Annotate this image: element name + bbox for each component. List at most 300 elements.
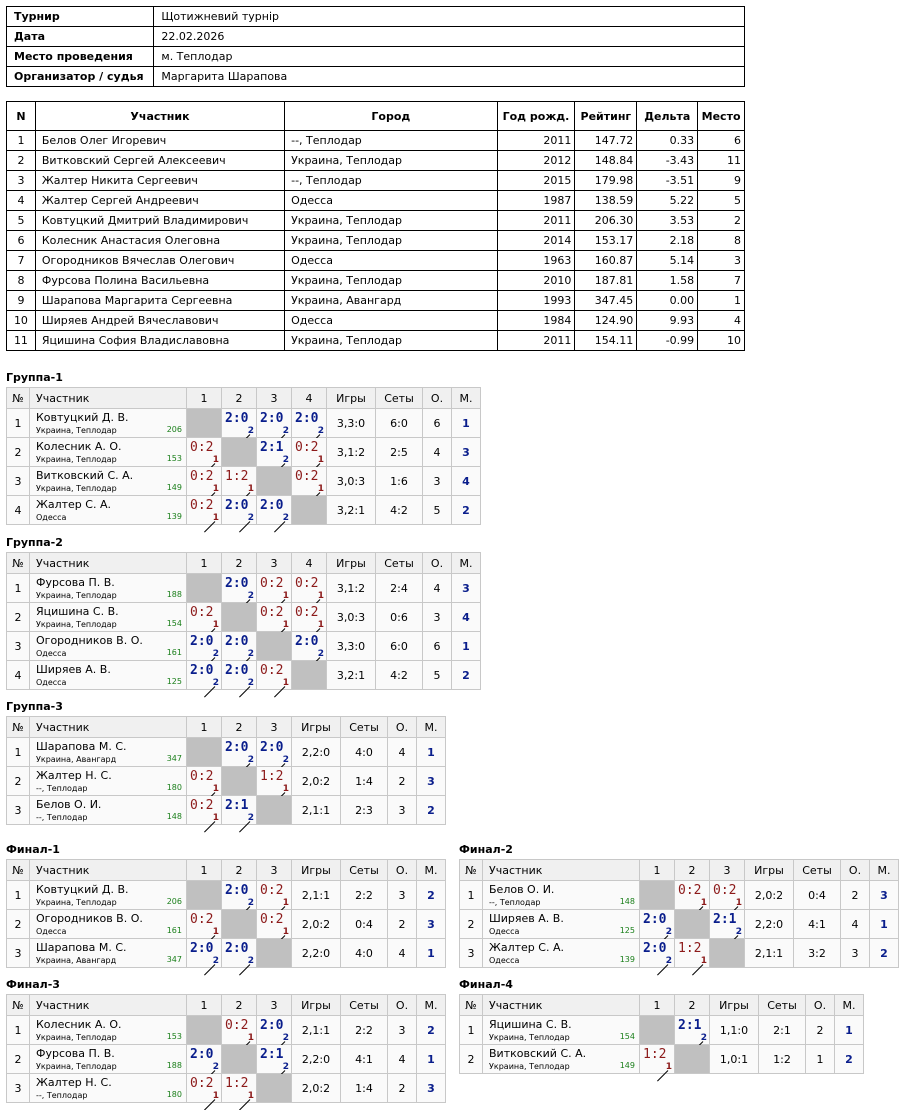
player-sets: 1:6 xyxy=(376,467,423,496)
match-score-cell xyxy=(292,467,327,496)
row-number: 8 xyxy=(7,271,36,291)
header-points: О. xyxy=(388,717,417,738)
table-row xyxy=(7,231,745,251)
player-games: 1,1:0 xyxy=(710,1016,759,1045)
match-score: 1:2 xyxy=(678,941,702,956)
player-games: 3,2:1 xyxy=(327,661,376,690)
participant-name: Жалтер Никита Сергеевич xyxy=(35,171,284,191)
match-score: 2:0 xyxy=(225,576,249,591)
participant-name: Шарапова Маргарита Сергеевна xyxy=(35,291,284,311)
rating: 124.90 xyxy=(575,311,637,331)
match-points: 1 xyxy=(212,1091,219,1101)
header-place: М. xyxy=(417,717,446,738)
player-sets: 2:3 xyxy=(341,796,388,825)
player-rating: 153 xyxy=(166,454,182,463)
player-sets: 1:4 xyxy=(341,767,388,796)
group-row xyxy=(7,1074,446,1103)
player-sets: 0:6 xyxy=(376,603,423,632)
match-points: 1 xyxy=(282,898,289,908)
player-rating: 149 xyxy=(619,1061,635,1070)
header-opponent-number: 4 xyxy=(292,553,327,574)
row-number: 10 xyxy=(7,311,36,331)
table-row xyxy=(7,311,745,331)
self-match-cell xyxy=(675,910,710,939)
self-match-cell xyxy=(187,409,222,438)
participant-name: Жалтер Сергей Андреевич xyxy=(35,191,284,211)
group-table xyxy=(6,387,481,525)
group-table xyxy=(6,859,446,968)
participant-city: Одесса xyxy=(285,251,497,271)
header-points: О. xyxy=(841,860,870,881)
match-points: 1 xyxy=(212,620,219,630)
participant-name: Яцишина София Владиславовна xyxy=(35,331,284,351)
match-score: 0:2 xyxy=(190,605,214,620)
player-points: 4 xyxy=(423,574,452,603)
rating: 347.45 xyxy=(575,291,637,311)
player-number: 2 xyxy=(460,1045,483,1074)
player-name: Витковский С. А. xyxy=(489,1047,587,1060)
group-row xyxy=(7,767,446,796)
player-number: 2 xyxy=(7,1045,30,1074)
player-place: 1 xyxy=(417,1045,446,1074)
final-place: 4 xyxy=(698,311,745,331)
match-score-cell xyxy=(710,881,745,910)
match-score-cell xyxy=(222,409,257,438)
player-number: 3 xyxy=(460,939,483,968)
player-games: 3,2:1 xyxy=(327,496,376,525)
player-points: 4 xyxy=(388,738,417,767)
participant-city: Украина, Теплодар xyxy=(285,231,497,251)
player-games: 2,0:2 xyxy=(292,767,341,796)
group-header-row xyxy=(7,860,446,881)
header-opponent-number: 1 xyxy=(187,388,222,409)
player-points: 6 xyxy=(423,409,452,438)
self-match-cell xyxy=(187,738,222,767)
match-points: 2 xyxy=(247,649,254,659)
player-place: 1 xyxy=(835,1016,864,1045)
player-points: 1 xyxy=(806,1045,835,1074)
match-points: 1 xyxy=(212,484,219,494)
match-score: 0:2 xyxy=(190,912,214,927)
player-cell xyxy=(30,574,187,603)
player-points: 6 xyxy=(423,632,452,661)
player-points: 2 xyxy=(388,910,417,939)
player-cell xyxy=(483,910,640,939)
player-points: 3 xyxy=(423,603,452,632)
player-rating: 125 xyxy=(166,677,182,686)
header-sets: Сеты xyxy=(341,860,388,881)
player-number: 1 xyxy=(7,881,30,910)
match-score-cell xyxy=(187,632,222,661)
participant-name: Огородников Вячеслав Олегович xyxy=(35,251,284,271)
match-score-cell xyxy=(187,939,222,968)
match-points: 1 xyxy=(247,484,254,494)
row-number: 2 xyxy=(7,151,36,171)
group-title: Группа-3 xyxy=(6,700,63,713)
player-name: Шарапова М. С. xyxy=(36,740,127,753)
header-number: № xyxy=(460,860,483,881)
group-row xyxy=(7,574,481,603)
group-title: Группа-1 xyxy=(6,371,63,384)
match-points: 1 xyxy=(317,484,324,494)
table-row xyxy=(7,331,745,351)
match-score-cell xyxy=(222,632,257,661)
player-place: 3 xyxy=(870,881,899,910)
player-points: 3 xyxy=(423,467,452,496)
participant-name: Ширяев Андрей Вячеславович xyxy=(35,311,284,331)
player-rating: 148 xyxy=(166,812,182,821)
player-rating: 161 xyxy=(166,926,182,935)
header-number: № xyxy=(7,860,30,881)
match-points: 1 xyxy=(317,455,324,465)
player-name: Ковтуцкий Д. В. xyxy=(36,411,129,424)
header-opponent-number: 1 xyxy=(187,553,222,574)
rating-delta: 3.53 xyxy=(637,211,698,231)
match-points: 2 xyxy=(212,678,219,688)
info-row xyxy=(7,7,745,27)
group-row xyxy=(7,496,481,525)
player-name: Белов О. И. xyxy=(489,883,555,896)
player-cell xyxy=(30,1016,187,1045)
group-row xyxy=(7,1045,446,1074)
participants-table xyxy=(6,101,745,351)
info-row xyxy=(7,67,745,87)
group-table xyxy=(6,552,481,690)
table-row xyxy=(7,271,745,291)
player-sets: 0:4 xyxy=(341,910,388,939)
player-name: Яцишина С. В. xyxy=(36,605,119,618)
info-key: Место проведения xyxy=(7,47,154,67)
match-score: 0:2 xyxy=(678,883,702,898)
player-cell xyxy=(483,939,640,968)
player-name: Шарапова М. С. xyxy=(36,941,127,954)
match-score: 2:1 xyxy=(678,1018,702,1033)
player-rating: 347 xyxy=(166,955,182,964)
rating: 187.81 xyxy=(575,271,637,291)
player-games: 2,1:1 xyxy=(292,796,341,825)
player-cell xyxy=(30,796,187,825)
player-rating: 139 xyxy=(166,512,182,521)
player-number: 1 xyxy=(7,738,30,767)
player-games: 3,0:3 xyxy=(327,603,376,632)
final-place: 6 xyxy=(698,131,745,151)
player-points: 2 xyxy=(388,767,417,796)
self-match-cell xyxy=(292,496,327,525)
player-place: 4 xyxy=(452,467,481,496)
match-score: 2:1 xyxy=(260,440,284,455)
birth-year: 2011 xyxy=(497,331,575,351)
player-city: Украина, Теплодар xyxy=(36,1062,117,1071)
player-points: 2 xyxy=(388,1074,417,1103)
group-row xyxy=(460,881,899,910)
participant-city: Украина, Теплодар xyxy=(285,211,497,231)
group-title: Финал-2 xyxy=(459,843,513,856)
player-sets: 2:2 xyxy=(341,1016,388,1045)
final-place: 9 xyxy=(698,171,745,191)
rating: 147.72 xyxy=(575,131,637,151)
self-match-cell xyxy=(257,796,292,825)
player-cell xyxy=(30,632,187,661)
header-player: Участник xyxy=(483,860,640,881)
player-city: Украина, Теплодар xyxy=(36,426,117,435)
player-place: 1 xyxy=(870,910,899,939)
rating-delta: -3.43 xyxy=(637,151,698,171)
match-score-cell xyxy=(292,409,327,438)
group-header-row xyxy=(7,995,446,1016)
match-score: 2:1 xyxy=(713,912,737,927)
player-place: 1 xyxy=(452,409,481,438)
player-rating: 139 xyxy=(619,955,635,964)
player-sets: 6:0 xyxy=(376,409,423,438)
player-name: Колесник А. О. xyxy=(36,1018,122,1031)
player-games: 2,2:0 xyxy=(745,910,794,939)
participant-city: --, Теплодар xyxy=(285,171,497,191)
rating-delta: 2.18 xyxy=(637,231,698,251)
match-points: 1 xyxy=(212,813,219,823)
row-number: 6 xyxy=(7,231,36,251)
match-score: 2:0 xyxy=(190,1047,214,1062)
header-player: Участник xyxy=(30,553,187,574)
match-score: 0:2 xyxy=(260,663,284,678)
self-match-cell xyxy=(187,1016,222,1045)
match-score: 2:0 xyxy=(225,663,249,678)
header-opponent-number: 1 xyxy=(640,995,675,1016)
match-points: 1 xyxy=(735,898,742,908)
group-row xyxy=(7,661,481,690)
match-score-cell xyxy=(257,767,292,796)
match-score: 0:2 xyxy=(295,440,319,455)
player-games: 2,2:0 xyxy=(292,738,341,767)
participant-city: Одесса xyxy=(285,311,497,331)
match-score: 0:2 xyxy=(190,469,214,484)
player-city: Одесса xyxy=(36,649,67,658)
match-score: 0:2 xyxy=(190,798,214,813)
match-points: 1 xyxy=(282,784,289,794)
player-place: 2 xyxy=(417,881,446,910)
self-match-cell xyxy=(187,881,222,910)
match-points: 2 xyxy=(665,927,672,937)
info-key: Дата xyxy=(7,27,154,47)
player-place: 2 xyxy=(870,939,899,968)
player-points: 3 xyxy=(388,1016,417,1045)
column-header: Рейтинг xyxy=(575,102,637,131)
match-points: 2 xyxy=(247,956,254,966)
header-player: Участник xyxy=(30,995,187,1016)
player-games: 3,1:2 xyxy=(327,574,376,603)
player-games: 1,0:1 xyxy=(710,1045,759,1074)
header-sets: Сеты xyxy=(341,995,388,1016)
match-score: 0:2 xyxy=(260,912,284,927)
match-score-cell xyxy=(257,409,292,438)
match-score: 2:0 xyxy=(190,941,214,956)
match-score-cell xyxy=(292,603,327,632)
final-place: 5 xyxy=(698,191,745,211)
player-name: Ширяев А. В. xyxy=(36,663,111,676)
player-place: 2 xyxy=(417,796,446,825)
column-header: Город xyxy=(285,102,497,131)
final-place: 7 xyxy=(698,271,745,291)
final-place: 1 xyxy=(698,291,745,311)
player-name: Фурсова П. В. xyxy=(36,576,115,589)
player-cell xyxy=(483,881,640,910)
match-score: 1:2 xyxy=(225,469,249,484)
player-city: Украина, Теплодар xyxy=(36,1033,117,1042)
match-score: 1:2 xyxy=(260,769,284,784)
player-cell xyxy=(30,467,187,496)
header-player: Участник xyxy=(30,860,187,881)
player-number: 1 xyxy=(460,1016,483,1045)
match-score-cell xyxy=(187,438,222,467)
header-opponent-number: 1 xyxy=(187,717,222,738)
self-match-cell xyxy=(640,881,675,910)
match-points: 2 xyxy=(282,1033,289,1043)
match-score: 1:2 xyxy=(225,1076,249,1091)
row-number: 3 xyxy=(7,171,36,191)
player-rating: 188 xyxy=(166,1061,182,1070)
match-score-cell xyxy=(640,939,675,968)
player-name: Жалтер С. А. xyxy=(489,941,564,954)
match-points: 2 xyxy=(212,649,219,659)
group-row xyxy=(7,632,481,661)
player-cell xyxy=(30,939,187,968)
player-name: Огородников В. О. xyxy=(36,634,143,647)
match-score-cell xyxy=(222,496,257,525)
header-opponent-number: 2 xyxy=(222,553,257,574)
match-score: 2:0 xyxy=(225,883,249,898)
header-number: № xyxy=(7,995,30,1016)
group-row xyxy=(460,1045,864,1074)
player-cell xyxy=(30,767,187,796)
group-table xyxy=(459,994,864,1074)
table-row xyxy=(7,291,745,311)
player-name: Белов О. И. xyxy=(36,798,102,811)
player-number: 2 xyxy=(7,910,30,939)
player-place: 3 xyxy=(417,767,446,796)
player-sets: 0:4 xyxy=(794,881,841,910)
header-games: Игры xyxy=(327,553,376,574)
match-score-cell xyxy=(187,767,222,796)
match-score-cell xyxy=(187,910,222,939)
header-opponent-number: 3 xyxy=(257,388,292,409)
self-match-cell xyxy=(222,1045,257,1074)
final-place: 3 xyxy=(698,251,745,271)
group-row xyxy=(460,939,899,968)
player-cell xyxy=(30,1045,187,1074)
match-score-cell xyxy=(257,496,292,525)
match-score: 0:2 xyxy=(260,883,284,898)
player-cell xyxy=(30,738,187,767)
match-score: 0:2 xyxy=(295,576,319,591)
player-points: 5 xyxy=(423,496,452,525)
match-score: 2:0 xyxy=(225,411,249,426)
match-points: 2 xyxy=(317,426,324,436)
match-points: 2 xyxy=(247,513,254,523)
player-sets: 6:0 xyxy=(376,632,423,661)
match-points: 2 xyxy=(282,1062,289,1072)
match-points: 1 xyxy=(317,591,324,601)
header-sets: Сеты xyxy=(341,717,388,738)
player-number: 4 xyxy=(7,496,30,525)
match-score: 0:2 xyxy=(295,605,319,620)
header-player: Участник xyxy=(30,388,187,409)
player-city: Украина, Теплодар xyxy=(36,484,117,493)
birth-year: 2011 xyxy=(497,211,575,231)
match-points: 2 xyxy=(282,455,289,465)
player-sets: 4:1 xyxy=(794,910,841,939)
self-match-cell xyxy=(675,1045,710,1074)
player-city: --, Теплодар xyxy=(36,784,88,793)
player-city: Украина, Теплодар xyxy=(489,1062,570,1071)
player-games: 3,0:3 xyxy=(327,467,376,496)
participant-name: Витковский Сергей Алексеевич xyxy=(35,151,284,171)
match-score-cell xyxy=(222,1074,257,1103)
match-score: 2:0 xyxy=(260,411,284,426)
rating: 138.59 xyxy=(575,191,637,211)
header-place: М. xyxy=(870,860,899,881)
player-number: 2 xyxy=(460,910,483,939)
player-city: Украина, Авангард xyxy=(36,956,117,965)
player-place: 2 xyxy=(835,1045,864,1074)
header-opponent-number: 1 xyxy=(187,860,222,881)
rating-delta: 0.00 xyxy=(637,291,698,311)
participant-city: Одесса xyxy=(285,191,497,211)
rating-delta: 0.33 xyxy=(637,131,698,151)
player-games: 2,0:2 xyxy=(292,910,341,939)
table-row xyxy=(7,171,745,191)
player-city: Украина, Теплодар xyxy=(36,620,117,629)
group-row xyxy=(7,409,481,438)
match-score-cell xyxy=(675,939,710,968)
player-number: 1 xyxy=(460,881,483,910)
player-games: 2,0:2 xyxy=(745,881,794,910)
group-header-row xyxy=(460,860,899,881)
player-city: Одесса xyxy=(36,927,67,936)
player-cell xyxy=(483,1045,640,1074)
group-row xyxy=(460,1016,864,1045)
match-score-cell xyxy=(675,1016,710,1045)
match-score-cell xyxy=(640,1045,675,1074)
match-score-cell xyxy=(222,738,257,767)
table-row xyxy=(7,131,745,151)
rating-delta: 5.22 xyxy=(637,191,698,211)
match-score: 2:0 xyxy=(260,1018,284,1033)
player-games: 2,1:1 xyxy=(292,881,341,910)
player-games: 3,1:2 xyxy=(327,438,376,467)
player-sets: 1:4 xyxy=(341,1074,388,1103)
match-points: 1 xyxy=(212,927,219,937)
header-opponent-number: 3 xyxy=(257,860,292,881)
group-title: Финал-4 xyxy=(459,978,513,991)
match-points: 1 xyxy=(247,1033,254,1043)
player-points: 4 xyxy=(841,910,870,939)
player-rating: 148 xyxy=(619,897,635,906)
header-opponent-number: 3 xyxy=(257,553,292,574)
match-points: 2 xyxy=(247,898,254,908)
group-row xyxy=(7,910,446,939)
participant-name: Фурсова Полина Васильевна xyxy=(35,271,284,291)
match-score: 0:2 xyxy=(190,769,214,784)
player-city: Украина, Теплодар xyxy=(36,898,117,907)
header-opponent-number: 2 xyxy=(222,388,257,409)
match-score: 2:0 xyxy=(643,941,667,956)
match-score-cell xyxy=(257,661,292,690)
header-opponent-number: 2 xyxy=(222,860,257,881)
match-points: 2 xyxy=(735,927,742,937)
participant-city: Украина, Теплодар xyxy=(285,151,497,171)
group-row xyxy=(7,467,481,496)
column-header: Дельта xyxy=(637,102,698,131)
player-number: 2 xyxy=(7,603,30,632)
